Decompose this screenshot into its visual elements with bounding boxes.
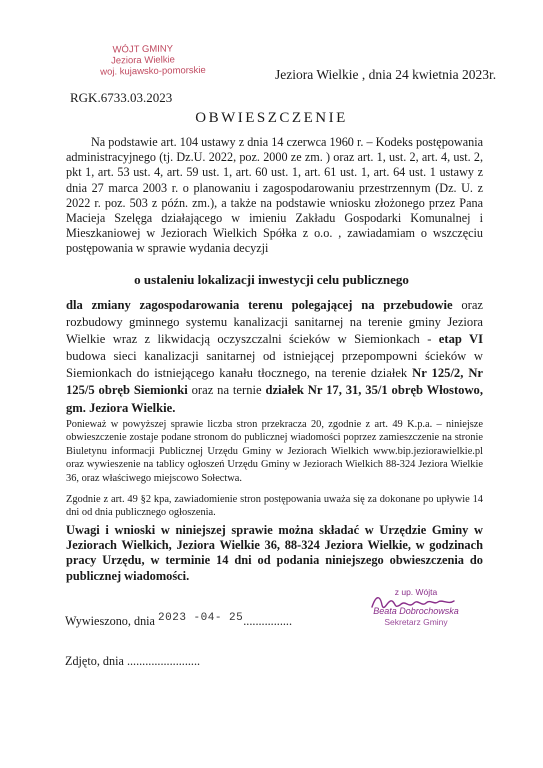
stamp-line-2: Jeziora Wielkie bbox=[110, 54, 176, 67]
investment-bold-4: działek Nr 17, 31, 35/1 obręb Włostowo, gm. Jeziora Wielkie. bbox=[66, 383, 483, 415]
official-stamp bbox=[100, 43, 206, 78]
place-and-date: Jeziora Wielkie , dnia 24 kwietnia 2023r. bbox=[275, 67, 497, 82]
signature-prefix: z up. Wójta bbox=[394, 587, 438, 597]
posted-label: Wywieszono, dnia bbox=[65, 614, 159, 628]
reference-number: RGK.6733.03.2023 bbox=[70, 90, 173, 105]
investment-description bbox=[66, 297, 483, 417]
investment-text-3: oraz na ternie bbox=[187, 383, 266, 398]
posted-line bbox=[65, 614, 292, 629]
posted-date-stamp: 2023 -04- 25 bbox=[158, 612, 244, 624]
taken-down-line bbox=[65, 654, 200, 669]
stamp-line-3: woj. kujawsko-pomorskie bbox=[100, 64, 206, 78]
investment-bold-2: etap VI bbox=[438, 332, 483, 347]
notice-parties-paragraph: Ponieważ w powyższej sprawie liczba stron przekracza 20, zgodnie z art. 49 K.p.a. – niniejsze obwieszczenie zostaje podane stronom do publicznej wiadomości poprzez zamieszczenie na stronie Biuletynu informacji Publicznej Urzędu Gminy w Jeziorach Wielkich www.bip.jeziorawielkie.pl oraz wywieszenie na tablicy ogłoszeń Urzędu Gminy w Jeziorach Wielkich 88-324 Jeziora Wielkie 36, oraz właściwego miejscowo Sołectwa. bbox=[66, 419, 483, 484]
signature-name: Beata Dobrochowska bbox=[373, 606, 459, 616]
investment-bold-3: Nr 125/2, Nr 125/5 obręb Siemionki bbox=[66, 366, 484, 398]
notice-delivery-paragraph: Zgodnie z art. 49 §2 kpa, zawiadomienie stron postępowania uważa się za dokonane po upływie 14 dni od dnia publicznego ogłoszenia. bbox=[66, 494, 483, 519]
signature-role: Sekretarz Gminy bbox=[384, 617, 448, 627]
signature-stamp bbox=[356, 587, 476, 627]
decision-subject: o ustaleniu lokalizacji inwestycji celu publicznego bbox=[134, 272, 409, 287]
investment-text-2: budowa sieci kanalizacji sanitarnej od istniejącej przepompowni ścieków w Siemionkach do istniejącego kanału tłocznego, na terenie działek bbox=[66, 349, 483, 381]
intro-paragraph: Na podstawie art. 104 ustawy z dnia 14 czerwca 1960 r. – Kodeks postępowania administracyjnego (tj. Dz.U. 2022, poz. 2000 ze zm. ) oraz art. 1, ust. 2, art. 4, ust. 2, pkt 1, art. 53 ust. 4, art. 59 ust. 1, art. 60 ust. 1, art. 61 ust. 1, art. 64 ust. 1 ustawy z dnia 27 marca 2003 r. o planowaniu i zagospodarowaniu przestrzennym (Dz. U. z 2022 r. poz. 503 z późn. zm.), a także na podstawie wniosku złożonego przez Pana Macieja Szelęga działającego w imieniu Zakładu Gospodarki Komunalnej i Mieszkaniowej w Jeziorach Wielkich Spółka z o.o. , zawiadamiam o wszczęciu postępowania w sprawie wydania decyzji bbox=[66, 135, 483, 256]
taken-dots: ........................ bbox=[126, 654, 201, 668]
comments-paragraph: Uwagi i wnioski w niniejszej sprawie można składać w Urzędzie Gminy w Jeziorach Wielkich, Jeziora Wielkie 36, 88-324 Jeziora Wielkie, w godzinach pracy Urzędu, w terminie 14 dni od podania niniejszego obwieszczenia do publicznej wiadomości. bbox=[66, 523, 483, 583]
document-title: OBWIESZCZENIE bbox=[195, 110, 348, 126]
stamp-line-1: WÓJT GMINY bbox=[112, 43, 174, 56]
taken-label: Zdjęto, dnia bbox=[65, 654, 127, 668]
posted-dots: ................ bbox=[243, 614, 292, 628]
investment-text-1: oraz rozbudowy gminnego systemu kanalizacji sanitarnej na terenie gminy Jeziora Wielkie wraz z likwidacją oczyszczalni ścieków w Siemionkach - bbox=[66, 298, 483, 347]
investment-bold-1: dla zmiany zagospodarowania terenu polegającej na przebudowie bbox=[66, 298, 453, 312]
